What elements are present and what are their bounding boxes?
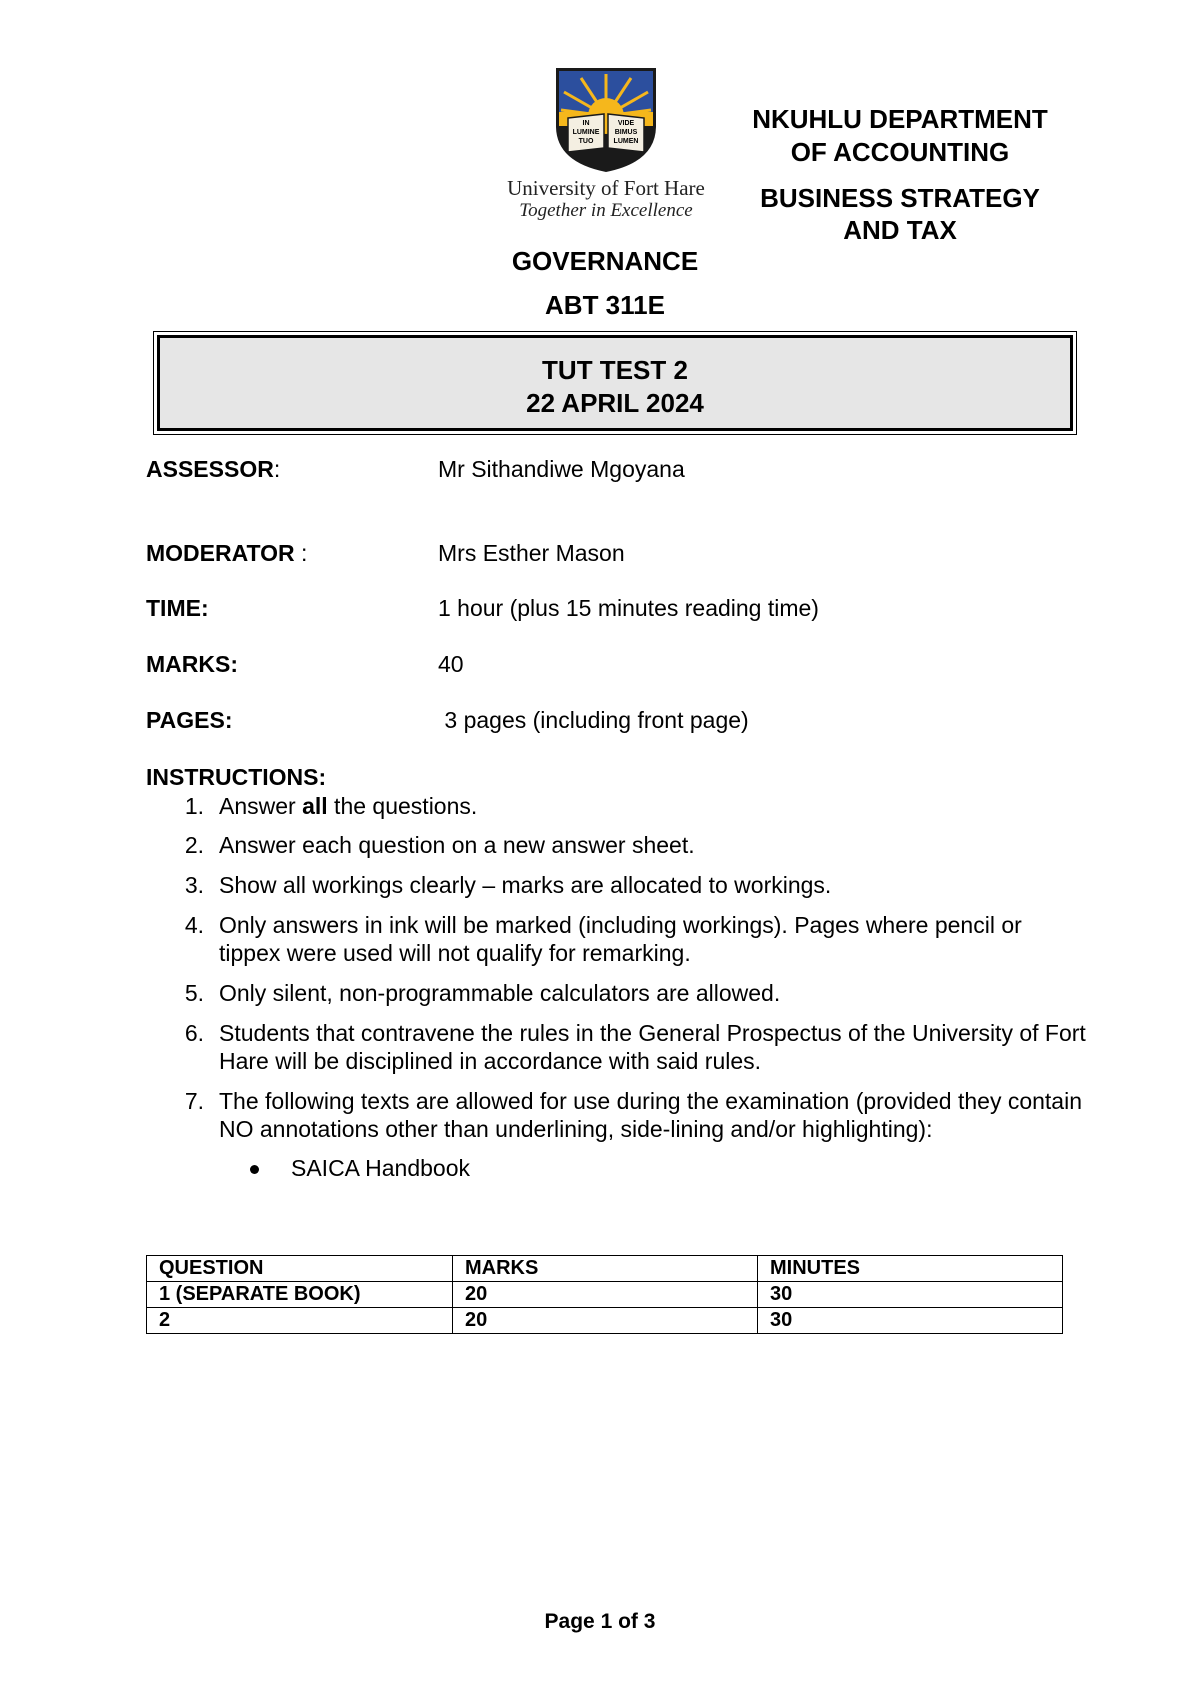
instruction-text-post: the questions. xyxy=(327,793,478,819)
table-cell: 20 xyxy=(453,1308,758,1334)
bullet-icon xyxy=(250,1165,259,1174)
marks-table xyxy=(146,1255,1063,1334)
table-header-cell: MINUTES xyxy=(758,1256,1063,1282)
instruction-number: 7. xyxy=(184,1088,204,1114)
pages-value: 3 pages (including front page) xyxy=(438,707,749,733)
page-footer: Page 1 of 3 xyxy=(544,1610,656,1633)
course-code: ABT 311E xyxy=(545,290,665,320)
time-label: TIME: xyxy=(146,595,209,621)
svg-text:LUMINE: LUMINE xyxy=(572,129,600,136)
table-header-row xyxy=(147,1256,1063,1282)
test-date: 22 APRIL 2024 xyxy=(526,388,704,418)
table-cell: 2 xyxy=(147,1308,453,1334)
instruction-number: 3. xyxy=(184,872,204,898)
department-name xyxy=(730,103,1070,169)
table-cell: 20 xyxy=(453,1282,758,1308)
test-title-box xyxy=(157,335,1073,431)
assessor-value: Mr Sithandiwe Mgoyana xyxy=(438,456,685,482)
university-logo xyxy=(486,66,726,226)
instruction-text: Only silent, non-programmable calculators are allowed. xyxy=(219,980,781,1006)
instruction-text xyxy=(219,792,1089,820)
table-cell: 30 xyxy=(758,1282,1063,1308)
assessor-label-colon: : xyxy=(273,456,281,482)
subject-line-1: BUSINESS STRATEGY xyxy=(760,183,1040,213)
department-line-1: NKUHLU DEPARTMENT xyxy=(752,104,1048,134)
instruction-text: Show all workings clearly – marks are allocated to workings. xyxy=(219,872,832,898)
table-cell: 30 xyxy=(758,1308,1063,1334)
assessor-label-text: ASSESSOR xyxy=(146,456,274,482)
subject-line-2: AND TAX xyxy=(843,215,957,245)
instruction-text: Students that contravene the rules in the General Prospectus of the University of Fort Hare will be disciplined in accordance with said rules. xyxy=(219,1020,1086,1074)
instruction-number: 2. xyxy=(184,832,204,858)
instruction-text-pre: Answer xyxy=(219,793,303,819)
subject-name xyxy=(730,182,1070,246)
logo-motto: Together in Excellence xyxy=(519,200,693,221)
moderator-label-colon: : xyxy=(294,540,308,566)
marks-value: 40 xyxy=(438,651,464,677)
assessor-label xyxy=(146,456,280,483)
department-line-2: OF ACCOUNTING xyxy=(790,137,1010,167)
instruction-number: 5. xyxy=(184,980,204,1006)
table-row xyxy=(147,1308,1063,1334)
table-row xyxy=(147,1282,1063,1308)
instruction-text-bold: all xyxy=(302,793,328,819)
table-header-cell: QUESTION xyxy=(147,1256,453,1282)
instruction-text: The following texts are allowed for use during the examination (provided they contain NO annotations other than underlining, side-lining and/or highlighting): xyxy=(219,1088,1082,1142)
marks-label: MARKS: xyxy=(146,651,238,677)
table-header-cell: MARKS xyxy=(453,1256,758,1282)
moderator-value: Mrs Esther Mason xyxy=(438,540,625,566)
moderator-label xyxy=(146,540,307,567)
svg-text:TUO: TUO xyxy=(578,138,594,145)
svg-text:BIMUS: BIMUS xyxy=(614,129,638,136)
instruction-number: 6. xyxy=(184,1020,204,1046)
svg-text:LUMEN: LUMEN xyxy=(613,138,639,145)
logo-university-name: University of Fort Hare xyxy=(507,176,705,200)
university-crest-icon xyxy=(546,66,666,174)
pages-label: PAGES: xyxy=(146,707,233,733)
table-cell: 1 (SEPARATE BOOK) xyxy=(147,1282,453,1308)
allowed-text-label: SAICA Handbook xyxy=(291,1155,471,1181)
moderator-label-text: MODERATOR xyxy=(146,540,295,566)
instructions-heading: INSTRUCTIONS: xyxy=(146,764,327,790)
governance-title: GOVERNANCE xyxy=(511,246,699,276)
svg-text:VIDE: VIDE xyxy=(617,120,635,127)
instruction-text: Answer each question on a new answer sheet. xyxy=(219,832,695,858)
test-title: TUT TEST 2 xyxy=(542,355,688,385)
instruction-text: Only answers in ink will be marked (including workings). Pages where pencil or tippex were used will not qualify for remarking. xyxy=(219,912,1022,966)
svg-text:IN: IN xyxy=(582,120,590,127)
instruction-number: 4. xyxy=(184,912,204,938)
instruction-number: 1. xyxy=(184,793,204,819)
time-value: 1 hour (plus 15 minutes reading time) xyxy=(438,595,819,621)
